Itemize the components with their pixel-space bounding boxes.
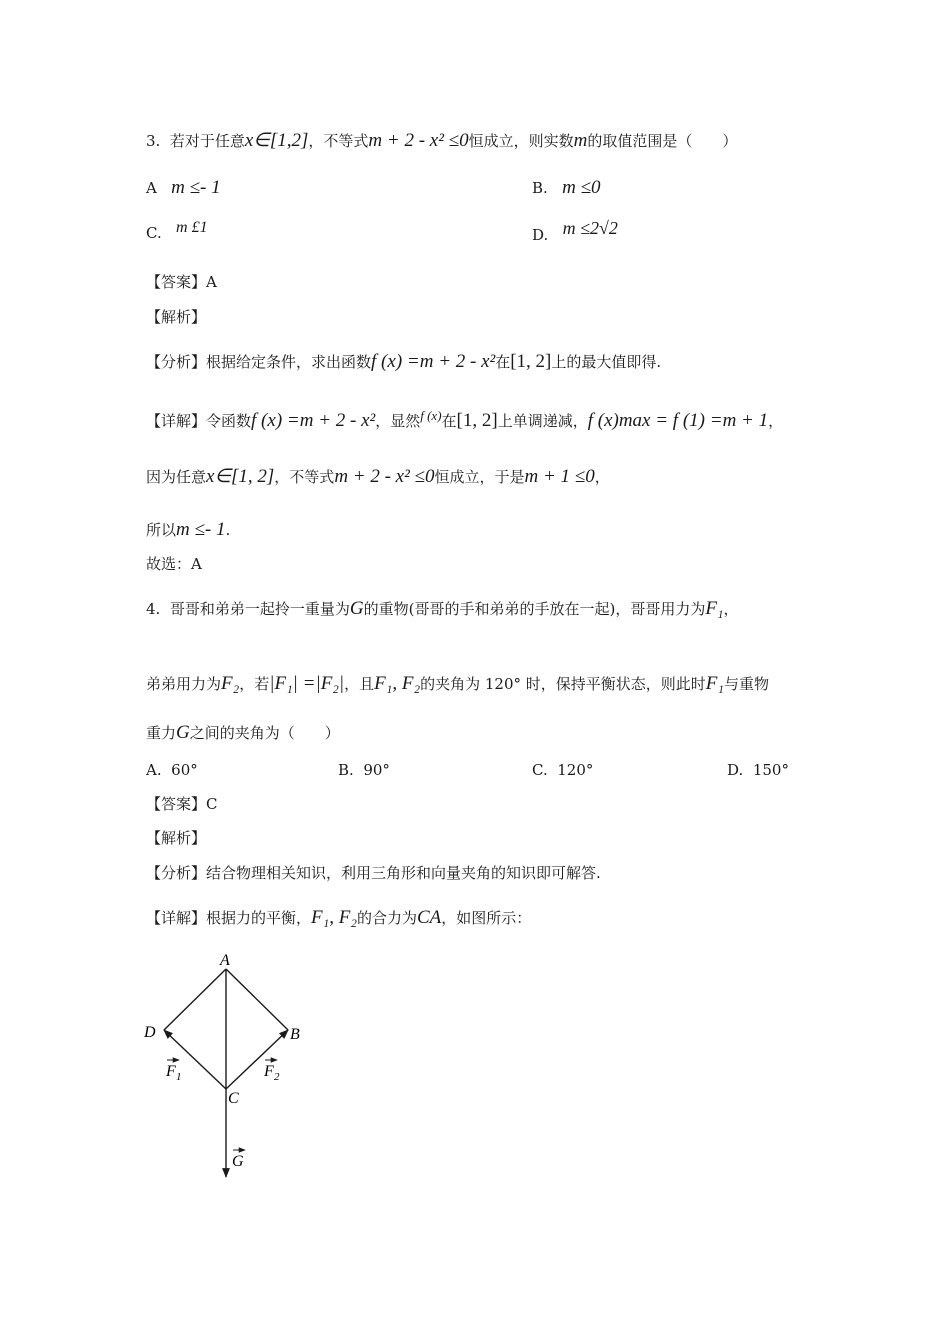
q4-detail: 【详解】根据力的平衡，F₁, F₂的合力为CA，如图所示： (146, 907, 532, 928)
g-label: G (232, 1153, 244, 1170)
q4-analysis-heading: 【解析】 (146, 829, 207, 847)
f1-label-sub: 1 (176, 1071, 182, 1083)
q3-detail-line2: 因为任意x∈[1, 2]，不等式m + 2 - x² ≤0恒成立，于是m + 1 ≤0， (146, 466, 610, 487)
q3-option-d: D. m ≤2√2 (532, 218, 618, 244)
point-c-label: C (228, 1090, 239, 1107)
q3-detail-line1: 【详解】令函数f (x) =m + 2 - x²，显然f (x)在[1, 2]上单调递减，f (x)max = f (1) =m + 1， (146, 408, 784, 431)
q3-option-b: B. m ≤0 (532, 177, 601, 198)
f2-label: F (264, 1063, 274, 1080)
q4-option-d: D. 150° (727, 761, 789, 779)
q4-answer: 【答案】C (146, 795, 218, 813)
point-b-label: B (290, 1026, 300, 1043)
force-diagram (140, 945, 320, 1185)
point-d-label: D (144, 1024, 156, 1041)
q3-choice: 故选：A (146, 555, 202, 573)
q3-analysis-heading: 【解析】 (146, 308, 207, 326)
f2-label-sub: 2 (274, 1071, 280, 1083)
q3-option-a: A m ≤- 1 (146, 177, 221, 198)
q3-number: 3. (146, 132, 161, 150)
q4-fenxi: 【分析】结合物理相关知识，利用三角形和向量夹角的知识即可解答. (146, 864, 601, 882)
q4-number: 4. (146, 600, 161, 618)
q4-stem-line2: 弟弟用力为F₂，若|F₁| =|F₂|，且F₁, F₂的夹角为 120° 时，保持平衡状态，则此时F₁与重物 (146, 673, 769, 694)
q3-answer: 【答案】A (146, 273, 217, 291)
q4-option-a: A. 60° (146, 761, 198, 779)
edge-ad (164, 969, 226, 1030)
q3-detail-line3: 所以m ≤- 1. (146, 519, 231, 540)
q3-fenxi: 【分析】根据给定条件，求出函数f (x) =m + 2 - x²在[1, 2]上的最大值即得. (146, 351, 662, 372)
f1-label: F (166, 1063, 176, 1080)
q4-option-b: B. 90° (338, 761, 390, 779)
point-a-label: A (220, 952, 230, 969)
q4-stem-line1: 4. 哥哥和弟弟一起拎一重量为G的重物(哥哥的手和弟弟的手放在一起)，哥哥用力为F₁， (146, 598, 739, 619)
edge-ab (226, 969, 288, 1030)
q3-stem: 3. 若对于任意x∈[1,2]，不等式m + 2 - x² ≤0恒成立，则实数m的取值范围是（ ） (146, 130, 738, 151)
q3-option-c: C. m £1 (146, 219, 208, 242)
q4-stem-line3: 重力G之间的夹角为（ ） (146, 722, 340, 743)
q4-option-c: C. 120° (532, 761, 594, 779)
